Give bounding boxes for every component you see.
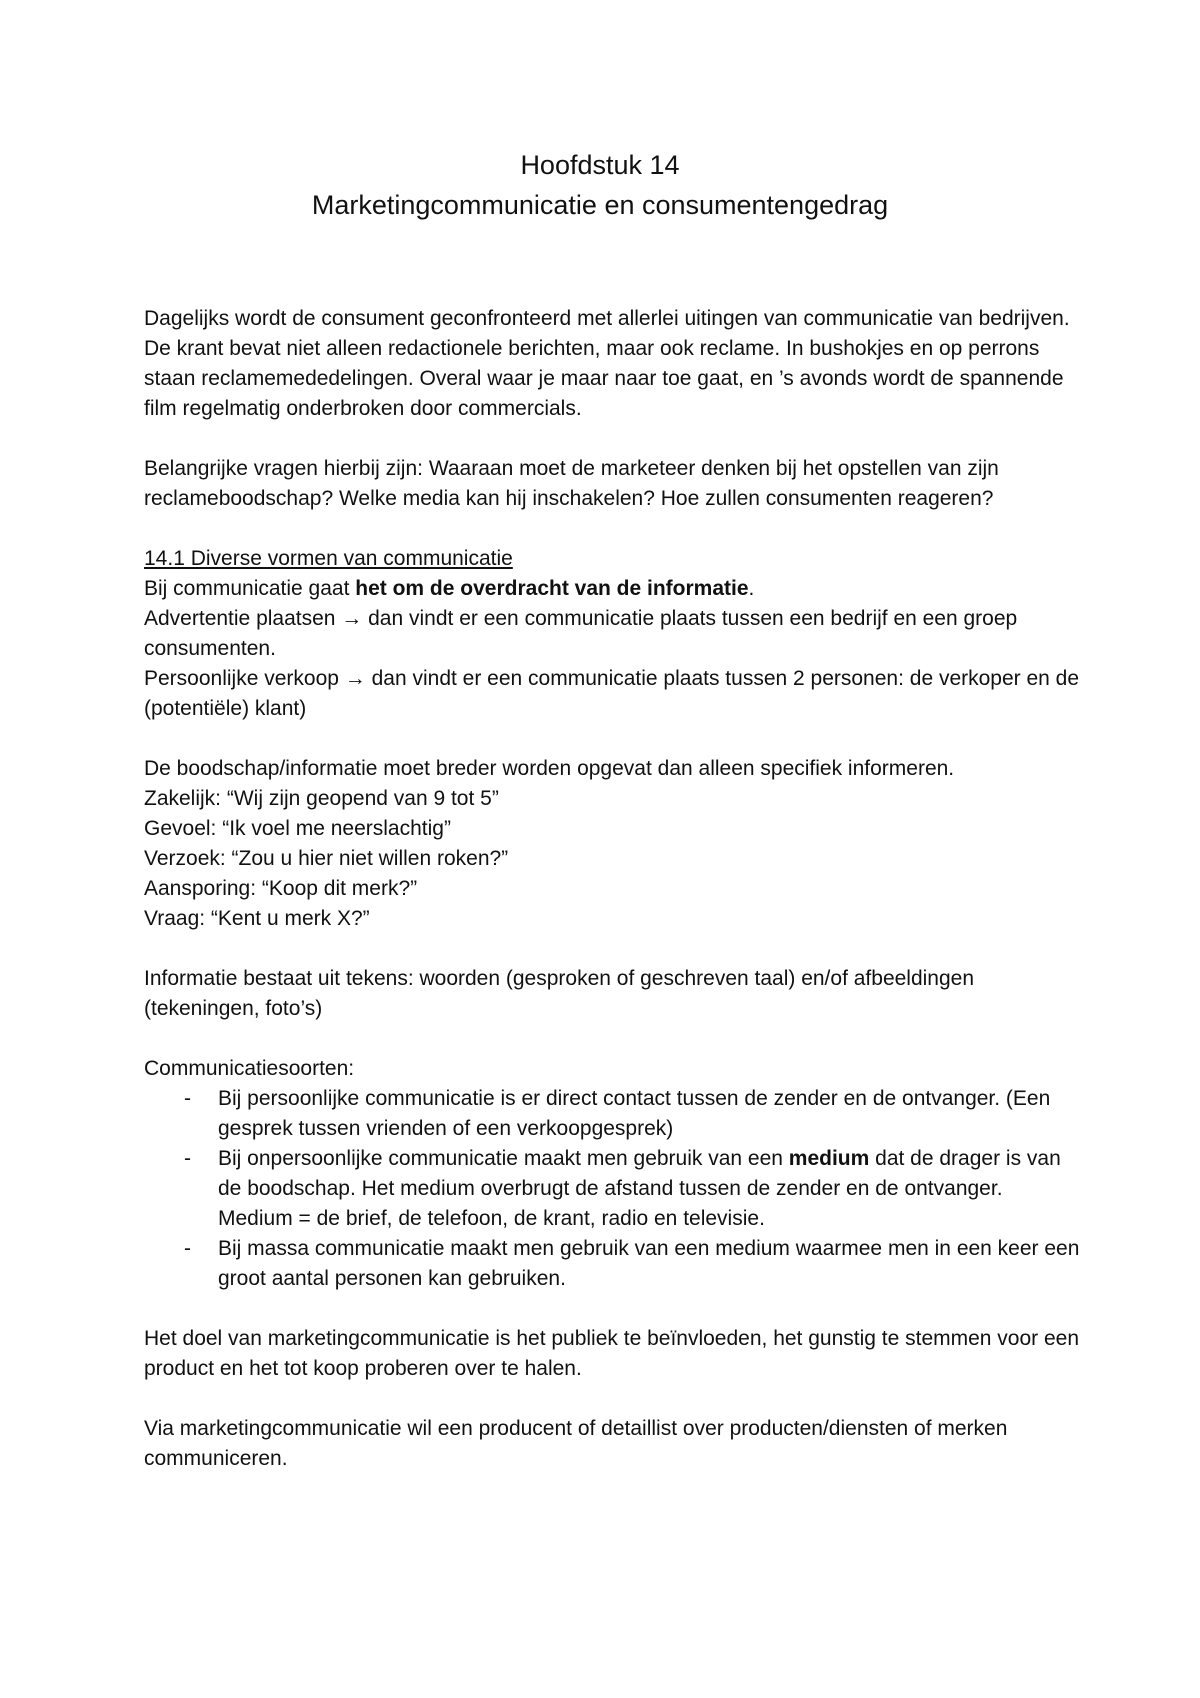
- goal-paragraph: Het doel van marketingcommunicatie is het publiek te beïnvloeden, het gunstig te stemmen voor een product en het tot koop proberen over te halen.: [144, 1327, 1080, 1380]
- dash-bullet: -: [184, 1147, 191, 1170]
- via-paragraph: Via marketingcommunicatie wil een producent of detaillist over producten/diensten of merken communiceren.: [144, 1417, 1008, 1470]
- dash-bullet: -: [184, 1087, 191, 1110]
- list-item: - Bij persoonlijke communicatie is er direct contact tussen de zender en de ontvanger. (Een gesprek tussen vrienden of een verkoopgesprek): [144, 1084, 1084, 1144]
- example-line: Gevoel: “Ik voel me neerslachtig”: [144, 817, 451, 840]
- example-line: Aansporing: “Koop dit merk?”: [144, 877, 418, 900]
- types-heading: Communicatiesoorten:: [144, 1057, 355, 1080]
- signs-paragraph: Informatie bestaat uit tekens: woorden (gesproken of geschreven taal) en/of afbeeldingen (tekeningen, foto’s): [144, 967, 975, 1020]
- medium-examples: Medium = de brief, de telefoon, de krant, radio en televisie.: [218, 1207, 765, 1230]
- medium-emphasis: medium: [788, 1147, 870, 1170]
- document-body: [144, 304, 1084, 1474]
- example-line: Verzoek: “Zou u hier niet willen roken?”: [144, 847, 509, 870]
- intro-paragraph-2: Belangrijke vragen hierbij zijn: Waaraan moet de marketeer denken bij het opstellen van zijn reclameboodschap? Welke media kan hij inschakelen? Hoe zullen consumenten reageren?: [144, 457, 999, 510]
- advertisement-line: Advertentie plaatsen → dan vindt er een communicatie plaats tussen een bedrijf en een groep consumenten.: [144, 607, 1018, 660]
- section-heading: 14.1 Diverse vormen van communicatie: [144, 547, 513, 570]
- definition-emphasis: het om de overdracht van de informatie: [355, 577, 749, 600]
- communication-definition: Bij communicatie gaat het om de overdracht van de informatie.: [144, 577, 755, 600]
- chapter-subtitle: Marketingcommunicatie en consumentengedrag: [311, 190, 889, 220]
- list-item: - Bij onpersoonlijke communicatie maakt men gebruik van een medium dat de drager is van de boodschap. Het medium overbrugt de afstand tussen de zender en de ontvanger. Medium = de brief, de telefoon, de krant, radio en televisie.: [144, 1144, 1084, 1234]
- intro-paragraph-1: Dagelijks wordt de consument geconfronteerd met allerlei uitingen van communicatie van bedrijven. De krant bevat niet alleen redactionele berichten, maar ook reclame. In bushokjes en op perrons staan reclamemededelingen. Overal waar je maar naar toe gaat, en ’s avonds wordt de spannende film regelmatig onderbroken door commercials.: [144, 307, 1070, 420]
- dash-bullet: -: [184, 1237, 191, 1260]
- example-line: Zakelijk: “Wij zijn geopend van 9 tot 5”: [144, 787, 499, 810]
- broad-message-line: De boodschap/informatie moet breder worden opgevat dan alleen specifiek informeren.: [144, 757, 955, 780]
- communication-types-list: [144, 1084, 1084, 1294]
- chapter-title: Hoofdstuk 14: [520, 150, 680, 180]
- list-item: - Bij massa communicatie maakt men gebruik van een medium waarmee men in een keer een groot aantal personen kan gebruiken.: [144, 1234, 1084, 1294]
- example-line: Vraag: “Kent u merk X?”: [144, 907, 370, 930]
- personal-sales-line: Persoonlijke verkoop → dan vindt er een communicatie plaats tussen 2 personen: de verkoper en de (potentiële) klant): [144, 667, 1080, 720]
